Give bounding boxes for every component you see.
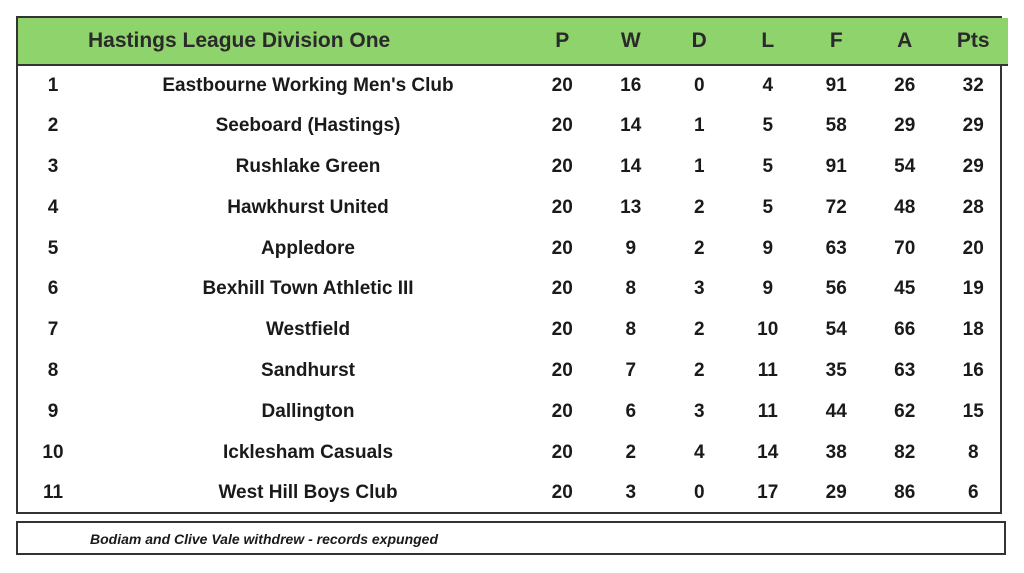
table-row bbox=[18, 310, 1008, 351]
drawn-cell: 0 bbox=[693, 482, 705, 504]
table-row bbox=[18, 351, 1008, 392]
goals-for-cell: 29 bbox=[825, 482, 847, 504]
lost-cell: 14 bbox=[757, 441, 779, 463]
points-cell: 29 bbox=[962, 115, 984, 137]
standings-table bbox=[18, 18, 1008, 514]
points-cell: 8 bbox=[967, 441, 979, 463]
played-cell: 20 bbox=[551, 155, 573, 177]
won-cell: 16 bbox=[620, 74, 642, 96]
lost-cell: 11 bbox=[757, 400, 778, 422]
won-cell: 6 bbox=[625, 400, 637, 422]
lost-cell: 9 bbox=[762, 278, 774, 300]
lost-cell: 10 bbox=[757, 319, 779, 341]
position-cell: 4 bbox=[47, 196, 59, 218]
table-row bbox=[18, 473, 1008, 514]
position-cell: 3 bbox=[47, 155, 59, 177]
goals-for-cell: 56 bbox=[825, 278, 847, 300]
position-cell: 2 bbox=[47, 115, 59, 137]
position-cell: 8 bbox=[47, 359, 59, 381]
won-cell: 8 bbox=[625, 319, 637, 341]
won-cell: 7 bbox=[625, 359, 637, 381]
table-row bbox=[18, 65, 1008, 106]
points-cell: 20 bbox=[962, 237, 984, 259]
played-cell: 20 bbox=[551, 482, 573, 504]
goals-against-cell: 62 bbox=[894, 400, 916, 422]
table-row bbox=[18, 187, 1008, 228]
goals-against-cell: 70 bbox=[894, 237, 916, 259]
played-cell: 20 bbox=[551, 319, 573, 341]
goals-for-cell: 54 bbox=[825, 319, 847, 341]
table-row bbox=[18, 432, 1008, 473]
points-cell: 29 bbox=[962, 155, 984, 177]
played-cell: 20 bbox=[551, 359, 573, 381]
drawn-cell: 3 bbox=[693, 400, 705, 422]
lost-cell: 17 bbox=[757, 482, 779, 504]
position-cell: 9 bbox=[47, 400, 59, 422]
lost-header: L bbox=[734, 18, 803, 65]
points-cell: 19 bbox=[962, 278, 984, 300]
drawn-cell: 2 bbox=[693, 196, 705, 218]
drawn-cell: 0 bbox=[693, 74, 705, 96]
footnote-text: Bodiam and Clive Vale withdrew - records expunged bbox=[90, 531, 439, 547]
position-cell: 1 bbox=[47, 74, 59, 96]
points-header: Pts bbox=[939, 18, 1008, 65]
goals-for-cell: 44 bbox=[825, 400, 847, 422]
drawn-header: D bbox=[665, 18, 734, 65]
won-cell: 8 bbox=[625, 278, 637, 300]
points-cell: 15 bbox=[962, 400, 984, 422]
goals-for-cell: 58 bbox=[825, 115, 847, 137]
goals-against-cell: 26 bbox=[894, 74, 916, 96]
drawn-cell: 1 bbox=[693, 115, 705, 137]
team-name-cell: Hawkhurst United bbox=[227, 196, 389, 218]
won-cell: 14 bbox=[620, 155, 642, 177]
goals-for-cell: 91 bbox=[825, 155, 847, 177]
goals-for-cell: 35 bbox=[825, 359, 847, 381]
table-row bbox=[18, 391, 1008, 432]
played-cell: 20 bbox=[551, 115, 573, 137]
lost-cell: 9 bbox=[762, 237, 774, 259]
played-cell: 20 bbox=[551, 196, 573, 218]
goals-against-cell: 82 bbox=[894, 441, 916, 463]
team-name-cell: Sandhurst bbox=[261, 359, 355, 381]
goals-for-header: F bbox=[802, 18, 871, 65]
won-cell: 9 bbox=[625, 237, 637, 259]
team-name-cell: Seeboard (Hastings) bbox=[215, 115, 401, 137]
drawn-cell: 1 bbox=[693, 155, 705, 177]
played-cell: 20 bbox=[551, 400, 573, 422]
lost-cell: 5 bbox=[762, 196, 774, 218]
position-cell: 11 bbox=[42, 482, 64, 504]
team-name-cell: Bexhill Town Athletic III bbox=[202, 278, 414, 300]
table-row bbox=[18, 228, 1008, 269]
points-cell: 32 bbox=[962, 74, 984, 96]
lost-cell: 5 bbox=[762, 155, 774, 177]
team-name-cell: Eastbourne Working Men's Club bbox=[162, 74, 454, 96]
standings-body bbox=[18, 65, 1008, 514]
played-cell: 20 bbox=[551, 278, 573, 300]
points-cell: 16 bbox=[962, 359, 984, 381]
table-row bbox=[18, 147, 1008, 188]
lost-cell: 11 bbox=[757, 359, 778, 381]
position-cell: 7 bbox=[47, 319, 59, 341]
drawn-cell: 3 bbox=[693, 278, 705, 300]
goals-against-header: A bbox=[871, 18, 940, 65]
won-header: W bbox=[597, 18, 666, 65]
team-name-cell: Dallington bbox=[261, 400, 355, 422]
position-cell: 5 bbox=[47, 237, 59, 259]
division-title: Hastings League Division One bbox=[88, 18, 528, 65]
goals-for-cell: 91 bbox=[825, 74, 847, 96]
goals-for-cell: 38 bbox=[825, 441, 847, 463]
table-row bbox=[18, 106, 1008, 147]
team-name-cell: Appledore bbox=[261, 237, 355, 259]
won-cell: 14 bbox=[620, 115, 642, 137]
points-cell: 18 bbox=[962, 319, 984, 341]
played-cell: 20 bbox=[551, 74, 573, 96]
played-header: P bbox=[528, 18, 597, 65]
table-header-row bbox=[18, 18, 1008, 65]
goals-against-cell: 45 bbox=[894, 278, 916, 300]
played-cell: 20 bbox=[551, 441, 573, 463]
goals-against-cell: 66 bbox=[894, 319, 916, 341]
points-cell: 28 bbox=[962, 196, 984, 218]
goals-against-cell: 63 bbox=[894, 359, 916, 381]
position-cell: 10 bbox=[42, 441, 64, 463]
goals-for-cell: 63 bbox=[825, 237, 847, 259]
drawn-cell: 2 bbox=[693, 359, 705, 381]
position-header bbox=[18, 18, 88, 65]
goals-against-cell: 48 bbox=[894, 196, 916, 218]
team-name-cell: Rushlake Green bbox=[235, 155, 381, 177]
won-cell: 3 bbox=[625, 482, 637, 504]
standings-table-box bbox=[16, 16, 1002, 514]
lost-cell: 5 bbox=[762, 115, 774, 137]
team-name-cell: Westfield bbox=[265, 319, 351, 341]
team-name-cell: Icklesham Casuals bbox=[222, 441, 394, 463]
goals-against-cell: 29 bbox=[894, 115, 916, 137]
goals-against-cell: 54 bbox=[894, 155, 916, 177]
goals-against-cell: 86 bbox=[894, 482, 916, 504]
footnote-box bbox=[16, 521, 1006, 555]
goals-for-cell: 72 bbox=[825, 196, 847, 218]
lost-cell: 4 bbox=[762, 74, 774, 96]
points-cell: 6 bbox=[967, 482, 979, 504]
table-row bbox=[18, 269, 1008, 310]
team-name-cell: West Hill Boys Club bbox=[218, 482, 398, 504]
played-cell: 20 bbox=[551, 237, 573, 259]
drawn-cell: 2 bbox=[693, 319, 705, 341]
won-cell: 2 bbox=[625, 441, 637, 463]
won-cell: 13 bbox=[620, 196, 642, 218]
drawn-cell: 2 bbox=[693, 237, 705, 259]
drawn-cell: 4 bbox=[693, 441, 705, 463]
position-cell: 6 bbox=[47, 278, 59, 300]
